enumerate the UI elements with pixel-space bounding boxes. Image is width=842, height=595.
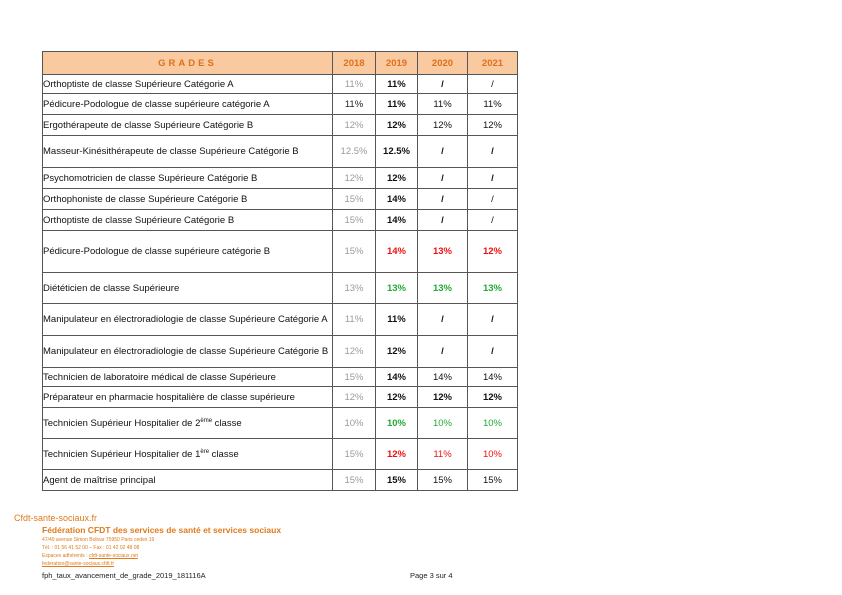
rate-2020: / (418, 189, 468, 210)
rate-2020: / (418, 75, 468, 94)
header-2018: 2018 (333, 52, 376, 75)
rate-2019: 12% (376, 115, 418, 136)
table-row (43, 168, 518, 189)
rate-2020: / (418, 168, 468, 189)
table-row (43, 231, 518, 273)
rate-2021: / (468, 75, 518, 94)
rate-2021: / (468, 136, 518, 168)
rate-2020: 15% (418, 470, 468, 491)
table-row (43, 75, 518, 94)
rate-2020: 13% (418, 273, 468, 304)
table-row (43, 439, 518, 470)
rate-2018: 12% (333, 115, 376, 136)
rate-2018: 12.5% (333, 136, 376, 168)
table-row (43, 115, 518, 136)
grade-name: Pédicure-Podologue de classe supérieure catégorie A (43, 94, 333, 115)
rate-2021: 15% (468, 470, 518, 491)
rate-2018: 15% (333, 189, 376, 210)
rate-2018: 10% (333, 408, 376, 439)
rate-2020: 10% (418, 408, 468, 439)
footer-address: 47/49 avenue Simon Bolivar 75950 Paris cedex 19 (42, 537, 155, 543)
table-row (43, 210, 518, 231)
grade-name: Pédicure-Podologue de classe supérieure catégorie B (43, 231, 333, 273)
rate-2019: 15% (376, 470, 418, 491)
rate-2020: 11% (418, 439, 468, 470)
footer-site[interactable]: Cfdt-sante-sociaux.fr (14, 513, 98, 523)
rate-2021: 11% (468, 94, 518, 115)
rate-2020: / (418, 210, 468, 231)
rate-2018: 15% (333, 210, 376, 231)
rate-2019: 12.5% (376, 136, 418, 168)
rate-2020: 12% (418, 115, 468, 136)
rate-2020: 14% (418, 368, 468, 387)
rate-2018: 11% (333, 75, 376, 94)
rate-2021: 12% (468, 387, 518, 408)
rate-2018: 11% (333, 304, 376, 336)
footer (14, 513, 97, 523)
grade-name: Diététicien de classe Supérieure (43, 273, 333, 304)
rate-2018: 15% (333, 439, 376, 470)
rate-2019: 11% (376, 304, 418, 336)
table-row (43, 368, 518, 387)
grade-name: Technicien Supérieur Hospitalier de 1ère classe (43, 439, 333, 470)
rate-2019: 10% (376, 408, 418, 439)
table-row (43, 408, 518, 439)
table-row (43, 470, 518, 491)
rate-2018: 15% (333, 470, 376, 491)
rate-2020: / (418, 336, 468, 368)
rate-2019: 14% (376, 231, 418, 273)
table-row (43, 336, 518, 368)
grade-name: Manipulateur en électroradiologie de classe Supérieure Catégorie A (43, 304, 333, 336)
rate-2018: 15% (333, 368, 376, 387)
rate-2021: / (468, 210, 518, 231)
rate-2020: 13% (418, 231, 468, 273)
header-2020: 2020 (418, 52, 468, 75)
rate-2018: 13% (333, 273, 376, 304)
footer-members (42, 553, 138, 559)
grade-name: Agent de maîtrise principal (43, 470, 333, 491)
rate-2018: 11% (333, 94, 376, 115)
rate-2021: / (468, 168, 518, 189)
grade-name: Orthophoniste de classe Supérieure Catégorie B (43, 189, 333, 210)
rate-2021: 10% (468, 408, 518, 439)
rate-2018: 12% (333, 168, 376, 189)
footer-doc-name: fph_taux_avancement_de_grade_2019_181116A (42, 571, 206, 580)
grade-name: Psychomotricien de classe Supérieure Catégorie B (43, 168, 333, 189)
rate-2021: / (468, 304, 518, 336)
grade-name: Manipulateur en électroradiologie de classe Supérieure Catégorie B (43, 336, 333, 368)
rate-2019: 12% (376, 168, 418, 189)
footer-federation: Fédération CFDT des services de santé et services sociaux (42, 525, 282, 535)
rate-2021: 12% (468, 231, 518, 273)
rate-2020: 12% (418, 387, 468, 408)
rate-2018: 12% (333, 336, 376, 368)
grade-name: Préparateur en pharmacie hospitalière de classe supérieure (43, 387, 333, 408)
table-row (43, 136, 518, 168)
footer-page-number: Page 3 sur 4 (410, 571, 453, 580)
rate-2019: 11% (376, 75, 418, 94)
rate-2021: 14% (468, 368, 518, 387)
table-row (43, 387, 518, 408)
footer-members-label: Espaces adhérents : (42, 553, 89, 559)
header-2021: 2021 (468, 52, 518, 75)
grade-name: Technicien Supérieur Hospitalier de 2ème classe (43, 408, 333, 439)
rate-2020: / (418, 136, 468, 168)
rate-2019: 12% (376, 439, 418, 470)
grade-name: Ergothérapeute de classe Supérieure Catégorie B (43, 115, 333, 136)
rate-2019: 12% (376, 387, 418, 408)
table-header-row (43, 52, 518, 75)
rate-2020: / (418, 304, 468, 336)
rate-2019: 14% (376, 210, 418, 231)
footer-members-link[interactable]: cfdt-sante-sociaux.net (88, 553, 138, 559)
footer-phone: Tél. : 01 56 41 52 00 – Fax : 01 42 02 48 08 (42, 545, 140, 551)
rate-2020: 11% (418, 94, 468, 115)
rate-2018: 12% (333, 387, 376, 408)
rate-2021: 10% (468, 439, 518, 470)
rate-2019: 14% (376, 368, 418, 387)
table-row (43, 189, 518, 210)
rate-2021: 12% (468, 115, 518, 136)
grade-name: Orthoptiste de classe Supérieure Catégorie B (43, 210, 333, 231)
header-grades: GRADES (43, 52, 333, 75)
grade-name: Masseur-Kinésithérapeute de classe Supérieure Catégorie B (43, 136, 333, 168)
rate-2019: 13% (376, 273, 418, 304)
table-row (43, 94, 518, 115)
grade-name: Technicien de laboratoire médical de classe Supérieure (43, 368, 333, 387)
table-row (43, 273, 518, 304)
table-row (43, 304, 518, 336)
rate-2021: / (468, 336, 518, 368)
rate-2019: 14% (376, 189, 418, 210)
rate-2019: 11% (376, 94, 418, 115)
grades-table (42, 51, 518, 491)
rate-2021: / (468, 189, 518, 210)
footer-email[interactable]: federation@sante-sociaux.cfdt.fr (42, 561, 115, 567)
rate-2021: 13% (468, 273, 518, 304)
rate-2018: 15% (333, 231, 376, 273)
header-2019: 2019 (376, 52, 418, 75)
rate-2019: 12% (376, 336, 418, 368)
grade-name: Orthoptiste de classe Supérieure Catégorie A (43, 75, 333, 94)
